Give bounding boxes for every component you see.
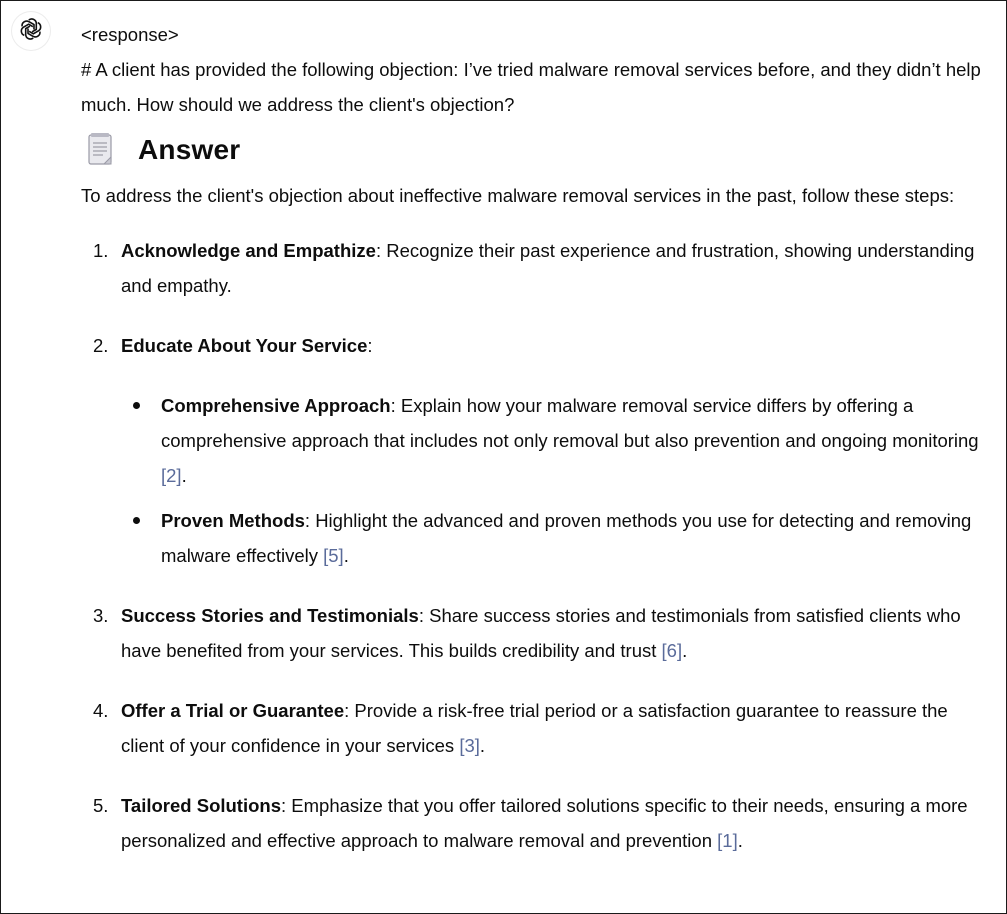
bullet-text: : Explain how your malware removal service differs by offering a comprehensive approach that includes not only removal but also prevention and ongoing monitoring — [161, 395, 979, 451]
list-item — [81, 328, 981, 573]
question-text: # A client has provided the following objection: I’ve tried malware removal services before, and they didn’t help much. How should we address the client's objection? — [81, 59, 981, 115]
step-text: : Provide a risk-free trial period or a satisfaction guarantee to reassure the client of your confidence in your services — [121, 700, 948, 756]
step-title: Offer a Trial or Guarantee — [121, 700, 345, 721]
step-text: : Share success stories and testimonials from satisfied clients who have benefited from your services. This builds credibility and trust — [121, 605, 961, 661]
step-title: Acknowledge and Empathize — [121, 240, 376, 261]
citation-link[interactable]: [1] — [717, 830, 738, 851]
bullet-end: . — [343, 545, 349, 566]
step-end: . — [479, 735, 486, 756]
bullet-text: : Highlight the advanced and proven methods you use for detecting and removing malware effectively — [161, 510, 972, 566]
notepad-icon — [88, 132, 114, 166]
list-item — [121, 388, 981, 493]
step-title: Tailored Solutions — [121, 795, 281, 816]
answer-heading — [81, 127, 981, 171]
list-item — [81, 598, 981, 668]
assistant-message — [81, 17, 981, 883]
step-title: Success Stories and Testimonials — [121, 605, 419, 626]
step-end: . — [737, 830, 743, 851]
citation-link[interactable]: [3] — [459, 735, 480, 756]
step-text: : — [367, 335, 373, 356]
list-item — [81, 788, 981, 858]
step-number: 1. — [93, 240, 109, 261]
steps-list — [81, 233, 981, 858]
assistant-avatar — [12, 12, 50, 50]
bullet-title: Comprehensive Approach — [161, 395, 391, 416]
bullet-title: Proven Methods — [161, 510, 305, 531]
openai-logo-icon — [19, 17, 43, 46]
intro-text: To address the client's objection about ineffective malware removal services in the past, follow these steps: — [81, 185, 955, 206]
step-text: : Recognize their past experience and frustration, showing understanding and empathy. — [121, 240, 975, 296]
bullet-end: . — [181, 465, 187, 486]
citation-link[interactable]: [6] — [661, 640, 683, 661]
step-text: : Emphasize that you offer tailored solutions specific to their needs, ensuring a more personalized and effective approach to malware removal and prevention — [121, 795, 968, 851]
sub-bullets — [121, 388, 981, 573]
list-item — [121, 503, 981, 573]
bullet-dot — [133, 402, 140, 409]
response-tag: <response> — [81, 24, 179, 45]
citation-link[interactable]: [5] — [323, 545, 344, 566]
step-number: 2. — [93, 335, 109, 356]
step-end: . — [682, 640, 688, 661]
answer-title: Answer — [138, 133, 241, 165]
step-title: Educate About Your Service — [121, 335, 368, 356]
list-item — [81, 693, 981, 763]
step-number: 4. — [93, 700, 109, 721]
bullet-dot — [133, 517, 140, 524]
step-number: 5. — [93, 795, 109, 816]
citation-link[interactable]: [2] — [161, 465, 182, 486]
list-item — [81, 233, 981, 303]
step-number: 3. — [93, 605, 109, 626]
